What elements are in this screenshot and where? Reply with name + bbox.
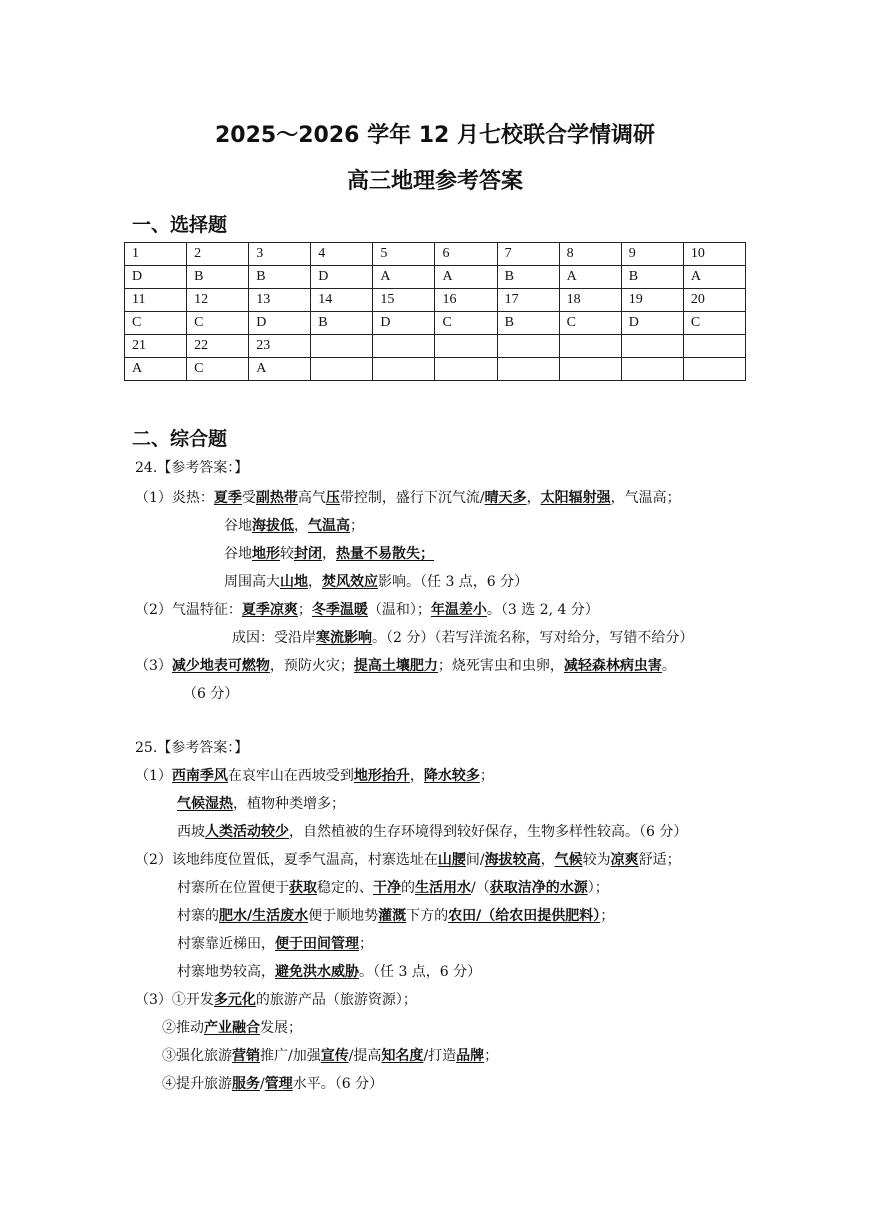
table-cell: 13: [249, 289, 311, 312]
key-term: 获取: [289, 880, 317, 896]
answer-text: ，气温高；: [610, 490, 681, 506]
table-cell: 5: [373, 243, 435, 266]
answer-text: （3）①开发: [135, 992, 214, 1008]
key-term: 避免洪水威胁: [275, 964, 359, 980]
answer-text: 带控制，盛行下沉气流/: [339, 490, 485, 506]
answer-text: ，植物种类增多；: [233, 796, 345, 812]
answer-text: 24.【参考答案：】: [135, 460, 249, 476]
answer-text: 影响。（任 3 点，6 分）: [378, 574, 529, 590]
answer-text: 舒适；: [638, 852, 681, 868]
answer-line: [224, 544, 434, 564]
key-term: 压: [325, 490, 340, 506]
answer-text: 在哀牢山在西坡受到: [227, 768, 354, 784]
table-cell: [559, 358, 621, 381]
table-cell: 20: [683, 289, 745, 312]
key-term: 副热带: [255, 490, 298, 506]
answer-text: 便于顺地势: [308, 908, 379, 924]
answer-text: 。（3 选 2, 4 分）: [486, 602, 599, 618]
key-term: 肥水/生活废水: [219, 908, 309, 924]
answer-text: 。: [661, 658, 676, 674]
answer-text: ；烧死害虫和虫卵，: [437, 658, 564, 674]
answer-text: 村寨的: [177, 908, 219, 924]
answer-text: 较: [280, 546, 294, 562]
key-term: 生活用水: [415, 880, 471, 896]
key-term: 产业融合: [204, 1020, 260, 1036]
answer-text: ，预防火灾；: [269, 658, 354, 674]
table-cell: A: [435, 266, 497, 289]
table-cell: 14: [311, 289, 373, 312]
key-term: 山腰: [437, 852, 466, 868]
question-number-row: [125, 243, 746, 266]
table-cell: A: [373, 266, 435, 289]
section-heading-composite: 二、综合题: [132, 428, 228, 450]
answer-text: /: [260, 1076, 265, 1092]
answer-line: [224, 516, 364, 536]
answer-text: ②推动: [162, 1020, 204, 1036]
table-cell: B: [497, 266, 559, 289]
answer-text: （6 分）: [183, 686, 239, 702]
answer-line: [162, 1074, 383, 1094]
table-cell: [497, 358, 559, 381]
table-cell: C: [559, 312, 621, 335]
doc-title: 2025～2026 学年 12 月七校联合学情调研: [214, 123, 656, 148]
key-term: 气温高: [308, 518, 350, 534]
table-cell: 17: [497, 289, 559, 312]
answer-text: （1）: [135, 768, 172, 784]
answer-text: 间/: [465, 852, 485, 868]
key-term: 管理: [264, 1076, 293, 1092]
answer-line: [135, 600, 599, 620]
table-cell: [621, 335, 683, 358]
answer-text: ，: [540, 852, 555, 868]
table-cell: 2: [187, 243, 249, 266]
answer-text: ，自然植被的生存环境得到较好保存，生物多样性较高。（6 分）: [289, 824, 688, 840]
table-cell: [683, 335, 745, 358]
answer-line: [177, 878, 609, 898]
key-term: 服务: [232, 1076, 260, 1092]
answer-text: ，: [322, 546, 336, 562]
table-cell: 10: [683, 243, 745, 266]
doc-subtitle: 高三地理参考答案: [346, 169, 523, 194]
table-cell: [559, 335, 621, 358]
answer-text: （3）: [135, 658, 172, 674]
answer-line: [177, 962, 481, 982]
answer-text: ③强化旅游: [162, 1048, 232, 1064]
answer-row: [125, 358, 746, 381]
answer-text: 较为: [582, 852, 611, 868]
table-cell: [311, 358, 373, 381]
table-cell: [621, 358, 683, 381]
table-cell: 4: [311, 243, 373, 266]
answer-row: [125, 312, 746, 335]
key-term: 夏季凉爽: [241, 602, 298, 618]
answer-line: [135, 990, 417, 1010]
answer-text: 25.【参考答案：】: [135, 740, 249, 756]
table-cell: B: [249, 266, 311, 289]
key-term: 地形: [252, 546, 280, 562]
table-cell: A: [249, 358, 311, 381]
key-term: 晴天多: [484, 490, 527, 506]
answer-text: 的旅游产品（旅游资源）；: [255, 992, 417, 1008]
table-cell: 18: [559, 289, 621, 312]
key-term: 封闭: [294, 546, 322, 562]
answer-text: ；: [359, 936, 373, 952]
answer-text: 谷地: [224, 546, 252, 562]
answer-text: 发展；: [260, 1020, 302, 1036]
key-term: 获取洁净的水源: [489, 880, 588, 896]
key-term: 灌溉: [378, 908, 407, 924]
table-cell: [683, 358, 745, 381]
table-cell: C: [683, 312, 745, 335]
table-cell: 19: [621, 289, 683, 312]
answer-line: [177, 906, 614, 926]
answer-text: （2）气温特征：: [135, 602, 242, 618]
table-cell: B: [311, 312, 373, 335]
answer-text: 。（任 3 点，6 分）: [359, 964, 482, 980]
answer-line: [232, 628, 693, 648]
table-cell: D: [621, 312, 683, 335]
answer-text: （2）该地纬度位置低，夏季气温高，村寨选址在: [135, 852, 438, 868]
answer-text: （1）炎热：: [135, 490, 214, 506]
answer-text: ；: [484, 1048, 499, 1064]
table-cell: 9: [621, 243, 683, 266]
answer-text: 周围高大: [224, 574, 280, 590]
answer-text: 村寨靠近梯田，: [177, 936, 275, 952]
table-cell: 7: [497, 243, 559, 266]
key-term: 寒流影响: [316, 630, 372, 646]
key-term: 夏季: [213, 490, 242, 506]
answer-line: [224, 572, 528, 592]
table-cell: [373, 358, 435, 381]
table-cell: 11: [125, 289, 187, 312]
table-cell: [435, 358, 497, 381]
key-term: 西南季风: [171, 768, 228, 784]
key-term: 山地: [280, 574, 308, 590]
key-term: 凉爽: [610, 852, 639, 868]
answer-text: 高气: [297, 490, 326, 506]
answer-text: /提高: [348, 1048, 382, 1064]
key-term: 农田/（给农田提供肥料）: [448, 908, 601, 924]
answer-text: /打造: [423, 1048, 457, 1064]
table-cell: [435, 335, 497, 358]
answer-line: [183, 684, 238, 704]
key-term: 减轻森林病虫害: [563, 658, 662, 674]
key-term: 太阳辐射强: [540, 490, 611, 506]
key-term: 知名度: [381, 1048, 424, 1064]
key-term: 焚风效应: [322, 574, 378, 590]
answer-line: [177, 822, 687, 842]
choice-answer-table: [124, 242, 746, 381]
key-term: 热量不易散失；: [336, 546, 434, 562]
answer-text: 村寨地势较高，: [177, 964, 275, 980]
table-cell: A: [683, 266, 745, 289]
answer-line: [135, 458, 248, 478]
answer-text: ，: [294, 518, 308, 534]
key-term: 海拔低: [252, 518, 294, 534]
answer-text: /（: [471, 880, 490, 896]
answer-text: 成因：受沿岸: [232, 630, 316, 646]
table-cell: 22: [187, 335, 249, 358]
key-term: 营销: [232, 1048, 260, 1064]
table-cell: [373, 335, 435, 358]
key-term: 气候湿热: [177, 796, 233, 812]
table-cell: 12: [187, 289, 249, 312]
key-term: 品牌: [456, 1048, 485, 1064]
question-number-row: [125, 289, 746, 312]
answer-line: [162, 1046, 498, 1066]
answer-text: ，: [308, 574, 322, 590]
answer-text: ；: [600, 908, 615, 924]
section-heading-choice: 一、选择题: [132, 214, 228, 236]
key-term: 降水较多: [423, 768, 480, 784]
table-cell: C: [187, 358, 249, 381]
answer-text: ，: [409, 768, 424, 784]
answer-line: [177, 934, 373, 954]
key-term: 便于田间管理: [275, 936, 359, 952]
answer-line: [135, 850, 681, 870]
key-term: 干净: [373, 880, 401, 896]
table-cell: 3: [249, 243, 311, 266]
table-cell: A: [125, 358, 187, 381]
table-cell: 6: [435, 243, 497, 266]
answer-row: [125, 266, 746, 289]
key-term: 减少地表可燃物: [171, 658, 270, 674]
table-cell: B: [621, 266, 683, 289]
table-cell: C: [187, 312, 249, 335]
answer-line: [135, 656, 676, 676]
key-term: 地形抬升: [353, 768, 410, 784]
question-number-row: [125, 335, 746, 358]
table-cell: A: [559, 266, 621, 289]
table-cell: 1: [125, 243, 187, 266]
table-cell: D: [373, 312, 435, 335]
answer-text: ，: [526, 490, 541, 506]
answer-text: 稳定的、: [317, 880, 373, 896]
table-cell: [497, 335, 559, 358]
answer-text: 谷地: [224, 518, 252, 534]
table-cell: C: [435, 312, 497, 335]
answer-text: 村寨所在位置便于: [177, 880, 289, 896]
table-cell: C: [125, 312, 187, 335]
answer-text: 受: [241, 490, 256, 506]
table-cell: 21: [125, 335, 187, 358]
table-cell: 16: [435, 289, 497, 312]
answer-text: 水平。（6 分）: [292, 1076, 384, 1092]
key-term: 年温差小: [430, 602, 487, 618]
answer-text: ；: [350, 518, 364, 534]
answer-text: 下方的: [406, 908, 449, 924]
table-cell: D: [125, 266, 187, 289]
key-term: 气候: [554, 852, 583, 868]
answer-text: 。（2 分）（若写洋流名称，写对给分，写错不给分）: [372, 630, 694, 646]
answer-line: [135, 738, 248, 758]
answer-text: 的: [401, 880, 415, 896]
table-cell: D: [311, 266, 373, 289]
key-term: 冬季温暖: [311, 602, 368, 618]
answer-text: ；: [297, 602, 312, 618]
table-cell: 8: [559, 243, 621, 266]
answer-line: [135, 488, 681, 508]
answer-text: ；: [479, 768, 494, 784]
answer-text: 西坡: [177, 824, 205, 840]
answer-line: [135, 766, 494, 786]
table-cell: 23: [249, 335, 311, 358]
answer-line: [177, 794, 345, 814]
key-term: 人类活动较少: [205, 824, 289, 840]
key-term: 宣传: [320, 1048, 349, 1064]
key-term: 海拔较高: [484, 852, 541, 868]
table-cell: [311, 335, 373, 358]
table-cell: B: [497, 312, 559, 335]
answer-text: ）；: [587, 880, 609, 896]
table-cell: B: [187, 266, 249, 289]
table-cell: D: [249, 312, 311, 335]
key-term: 提高土壤肥力: [353, 658, 438, 674]
answer-line: [162, 1018, 302, 1038]
answer-text: 推广/加强: [260, 1048, 321, 1064]
answer-text: （温和）；: [367, 602, 431, 618]
table-cell: 15: [373, 289, 435, 312]
answer-text: ④提升旅游: [162, 1076, 232, 1092]
key-term: 多元化: [213, 992, 256, 1008]
